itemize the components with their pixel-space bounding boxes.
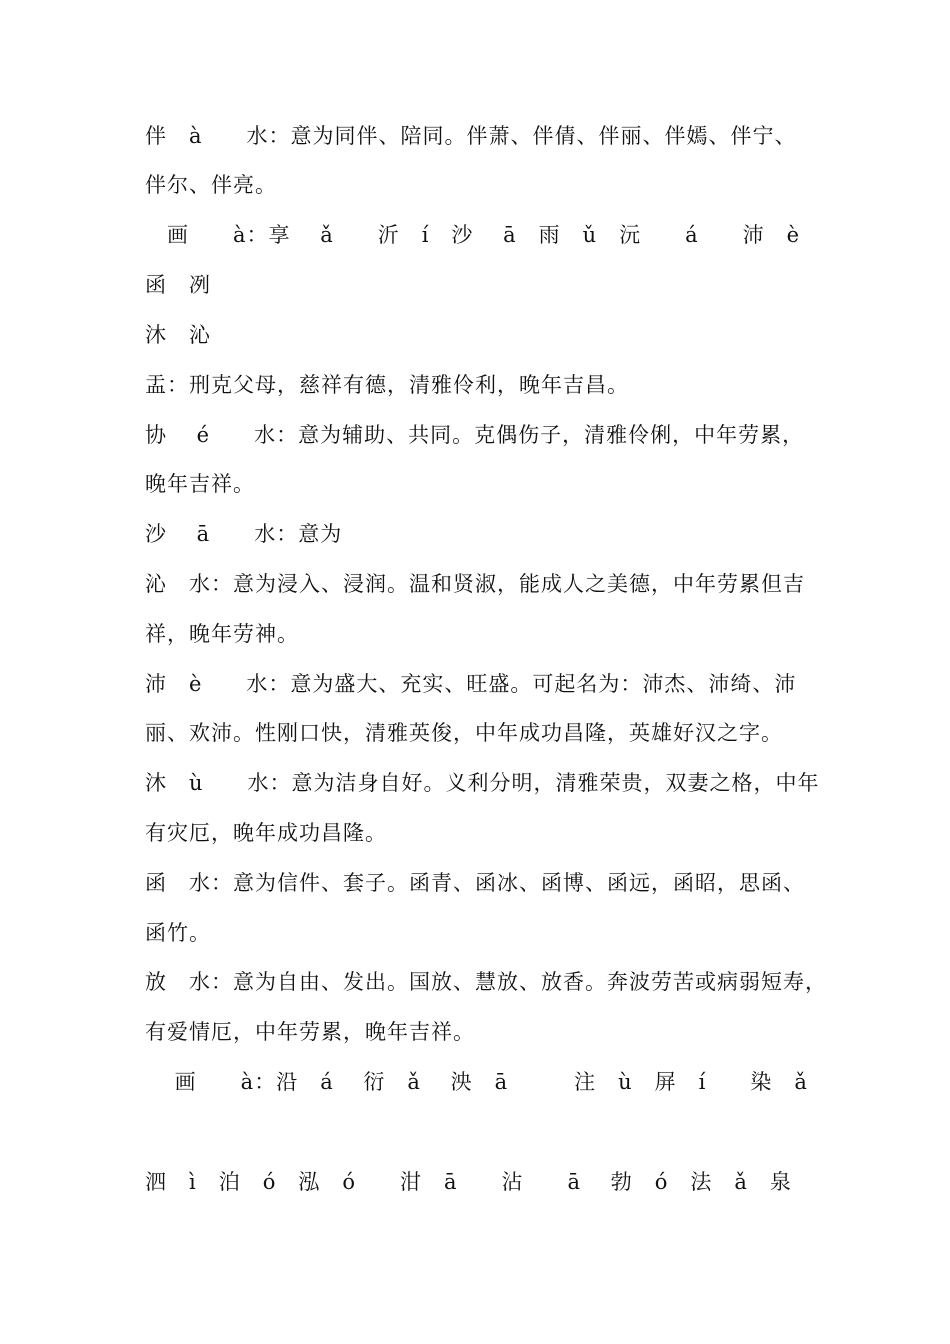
- text-line: 晚年吉祥。: [145, 472, 255, 496]
- text-line: 伴尔、伴亮。: [145, 173, 277, 197]
- text-line: 协 é 水：意为辅助、共同。克偶伤子，清雅伶俐，中年劳累，: [145, 423, 805, 447]
- text-line: 沛 è 水：意为盛大、充实、旺盛。可起名为：沛杰、沛绮、沛: [145, 672, 797, 696]
- text-line: 画 à：享 ǎ 沂 í 沙 ā 雨 ǔ 沅 á 沛 è: [145, 223, 801, 247]
- text-line: 画 à：沿 á 衍 ǎ 泱 ā 注 ù 屏 í 染 ǎ: [145, 1070, 808, 1094]
- text-line: 沐 沁: [145, 323, 211, 347]
- text-line: 祥，晚年劳神。: [145, 622, 299, 646]
- text-line: 盂：刑克父母，慈祥有德，清雅伶利，晚年吉昌。: [145, 373, 629, 397]
- text-line: 丽、欢沛。性刚口快，清雅英俊，中年成功昌隆，英雄好汉之字。: [145, 721, 783, 745]
- text-line: 沁 水：意为浸入、浸润。温和贤淑，能成人之美德，中年劳累但吉: [145, 572, 805, 596]
- text-line: 泗 ì 泊 ó 泓 ó 泔 ā 沾 ā 勃 ó 法 ǎ 泉: [145, 1170, 792, 1194]
- text-line: 函 冽: [145, 273, 211, 297]
- text-line: 沙 ā 水：意为: [145, 522, 343, 546]
- text-line: 伴 à 水：意为同伴、陪同。伴萧、伴倩、伴丽、伴嫣、伴宁、: [145, 124, 797, 148]
- text-line: 函竹。: [145, 921, 211, 945]
- text-line: 函 水：意为信件、套子。函青、函冰、函博、函远，函昭，思函、: [145, 871, 805, 895]
- text-line: 有灾厄，晚年成功昌隆。: [145, 821, 387, 845]
- text-line: 放 水：意为自由、发出。国放、慧放、放香。奔波劳苦或病弱短寿，: [145, 970, 827, 994]
- text-line: 沐 ù 水：意为洁身自好。义利分明，清雅荣贵，双妻之格，中年: [145, 771, 820, 795]
- text-line: 有爱情厄，中年劳累，晚年吉祥。: [145, 1020, 475, 1044]
